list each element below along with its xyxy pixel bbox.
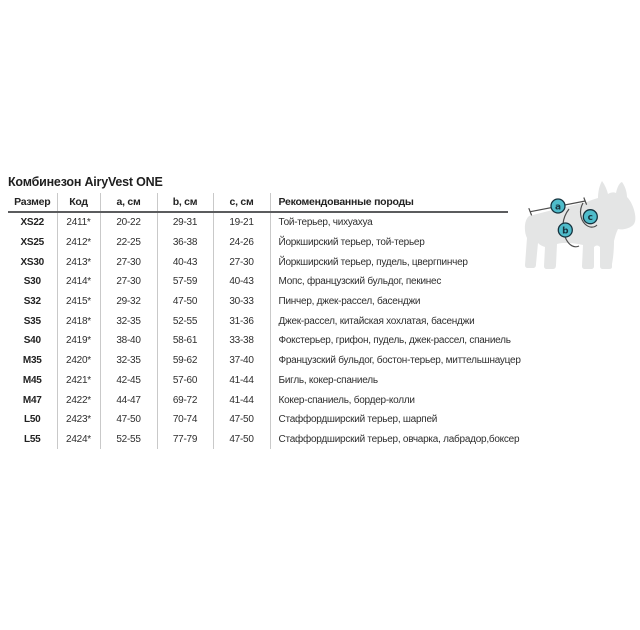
cell-code: 2420*: [57, 351, 100, 371]
marker-a-label: a: [554, 202, 562, 213]
table-row: [8, 311, 508, 331]
cell-size: S30: [8, 272, 57, 292]
cell-b-cm: 57-60: [157, 371, 213, 391]
cell-breeds: Мопс, французский бульдог, пекинес: [278, 276, 442, 288]
cell-a-cm: 29-32: [100, 292, 157, 312]
cell-breeds: Бигль, кокер-спаниель: [278, 374, 378, 386]
table-row: [8, 212, 508, 233]
cell-c-cm: 27-30: [213, 252, 270, 272]
cell-size: XS30: [8, 252, 57, 272]
cell-c-cm: 41-44: [213, 371, 270, 391]
cell-b-cm: 40-43: [157, 252, 213, 272]
cell-c-cm: 31-36: [213, 311, 270, 331]
table-row: [8, 272, 508, 292]
cell-a-cm: 38-40: [100, 331, 157, 351]
cell-a-cm: 32-35: [100, 311, 157, 331]
table-row: [8, 371, 508, 391]
header-code: Код: [57, 193, 100, 212]
cell-b-cm: 59-62: [157, 351, 213, 371]
cell-c-cm: 24-26: [213, 233, 270, 253]
table-row: [8, 410, 508, 430]
header-breeds: Рекомендованные породы: [270, 193, 508, 212]
cell-code: 2422*: [57, 390, 100, 410]
header-c-cm: c, см: [213, 193, 270, 212]
cell-a-cm: 27-30: [100, 272, 157, 292]
cell-size: L55: [8, 430, 57, 450]
size-chart-table: [8, 193, 521, 449]
cell-a-cm: 44-47: [100, 390, 157, 410]
cell-b-cm: 29-31: [157, 212, 213, 233]
cell-a-cm: 32-35: [100, 351, 157, 371]
cell-size: M35: [8, 351, 57, 371]
cell-code: 2423*: [57, 410, 100, 430]
cell-code: 2414*: [57, 272, 100, 292]
cell-code: 2419*: [57, 331, 100, 351]
cell-b-cm: 47-50: [157, 292, 213, 312]
dog-measurement-diagram: [503, 168, 640, 280]
cell-breeds: Той-терьер, чихуахуа: [278, 217, 373, 229]
cell-size: S40: [8, 331, 57, 351]
cell-code: 2418*: [57, 311, 100, 331]
cell-c-cm: 47-50: [213, 410, 270, 430]
cell-c-cm: 40-43: [213, 272, 270, 292]
cell-a-cm: 20-22: [100, 212, 157, 233]
cell-b-cm: 77-79: [157, 430, 213, 450]
cell-c-cm: 47-50: [213, 430, 270, 450]
cell-c-cm: 41-44: [213, 390, 270, 410]
cell-breeds: Пинчер, джек-рассел, басенджи: [278, 296, 421, 308]
cell-size: S35: [8, 311, 57, 331]
table-header: [8, 193, 508, 212]
cell-c-cm: 30-33: [213, 292, 270, 312]
cell-size: XS22: [8, 212, 57, 233]
header-b-cm: b, см: [157, 193, 213, 212]
marker-c-label: c: [587, 213, 593, 223]
cell-b-cm: 52-55: [157, 311, 213, 331]
table-row: [8, 252, 508, 272]
cell-breeds: Кокер-спаниель, бордер-колли: [278, 394, 415, 406]
marker-b: [558, 223, 572, 237]
cell-c-cm: 33-38: [213, 331, 270, 351]
table-row: [8, 430, 508, 450]
cell-breeds: Французский бульдог, бостон-терьер, миттельшнауцер: [278, 355, 521, 367]
cell-b-cm: 70-74: [157, 410, 213, 430]
cell-breeds: Йоркширский терьер, той-терьер: [278, 237, 425, 249]
header-size: Размер: [8, 193, 57, 212]
cell-b-cm: 57-59: [157, 272, 213, 292]
cell-size: L50: [8, 410, 57, 430]
cell-breeds: Джек-рассел, китайская хохлатая, басенджи: [278, 315, 475, 327]
cell-c-cm: 19-21: [213, 212, 270, 233]
cell-code: 2413*: [57, 252, 100, 272]
table-row: [8, 331, 508, 351]
cell-b-cm: 69-72: [157, 390, 213, 410]
marker-b-label: b: [562, 226, 569, 237]
cell-a-cm: 52-55: [100, 430, 157, 450]
cell-breeds: Йоркширский терьер, пудель, цвергпинчер: [278, 256, 468, 268]
table-row: [8, 233, 508, 253]
table-row: [8, 292, 508, 312]
header-a-cm: a, см: [100, 193, 157, 212]
cell-size: S32: [8, 292, 57, 312]
page-title: Комбинезон AiryVest ONE: [8, 175, 163, 189]
marker-a: [551, 199, 565, 213]
cell-a-cm: 22-25: [100, 233, 157, 253]
cell-breeds: Стаффордширский терьер, овчарка, лабрадор,боксер: [278, 433, 520, 445]
cell-code: 2424*: [57, 430, 100, 450]
table-body: [8, 212, 521, 449]
cell-a-cm: 42-45: [100, 371, 157, 391]
cell-breeds: Фокстерьер, грифон, пудель, джек-рассел, спаниель: [278, 335, 511, 347]
cell-size: M47: [8, 390, 57, 410]
table-row: [8, 390, 508, 410]
cell-breeds: Стаффордширский терьер, шарпей: [278, 414, 438, 426]
cell-code: 2415*: [57, 292, 100, 312]
cell-b-cm: 58-61: [157, 331, 213, 351]
table-row: [8, 351, 508, 371]
cell-code: 2412*: [57, 233, 100, 253]
cell-size: XS25: [8, 233, 57, 253]
cell-code: 2411*: [57, 212, 100, 233]
marker-c: [583, 210, 597, 224]
cell-size: M45: [8, 371, 57, 391]
cell-b-cm: 36-38: [157, 233, 213, 253]
dog-silhouette-image: [525, 181, 636, 269]
cell-a-cm: 27-30: [100, 252, 157, 272]
cell-a-cm: 47-50: [100, 410, 157, 430]
cell-c-cm: 37-40: [213, 351, 270, 371]
cell-code: 2421*: [57, 371, 100, 391]
